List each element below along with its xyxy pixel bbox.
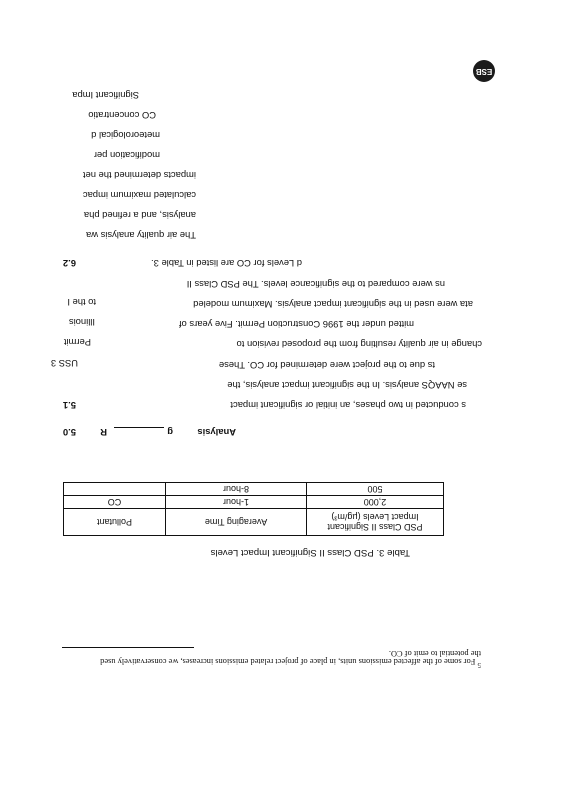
paragraph-line: meteorological d [91, 130, 160, 141]
significant-impact-table [63, 482, 444, 536]
header-levels: PSD Class II Significant Impact Levels (µg/m³) [307, 509, 444, 536]
cell-level: 500 [307, 483, 444, 496]
body-line: se NAAQS analysis. In the significant impact analysis, the [227, 380, 467, 391]
paragraph-line: impacts determined the net [82, 170, 196, 181]
stamp-logo: ESB [473, 60, 495, 82]
margin-note: USS 3 [50, 358, 78, 369]
cell-pollutant: CO [64, 496, 166, 509]
cell-averaging-time: 8-hour [166, 483, 307, 496]
table-row [64, 483, 444, 496]
paragraph-line: CO concentratio [88, 110, 156, 121]
paragraph-line: analysis, and a refined pha [83, 210, 196, 221]
table-row [64, 496, 444, 509]
body-line: change in air quality resulting from the proposed revision to [236, 339, 482, 350]
section-heading-underline [114, 427, 164, 428]
cell-pollutant [64, 483, 166, 496]
cell-averaging-time: 1-hour [166, 496, 307, 509]
paragraph-line: Significant Impa [72, 90, 139, 101]
header-pollutant: Pollutant [64, 509, 166, 536]
footnote-line-1: $^5$ For some of the affected emissions units, in place of project related emissions increases, we conservatively used [100, 657, 481, 669]
section-heading-number: 5.0 [62, 427, 76, 438]
body-line: ata were used in the significant impact analysis. Maximum modeled [193, 299, 473, 310]
margin-note-section-number: 6.2 [62, 258, 76, 269]
table-caption: Table 3. PSD Class II Significant Impact Levels [210, 547, 410, 558]
cell-level: 2,000 [307, 496, 444, 509]
body-line: s conducted in two phases, an initial or significant impact [230, 400, 466, 411]
table-header-row [64, 509, 444, 536]
footnote-line-2: the potential to emit of CO. [388, 649, 481, 658]
margin-note: to the I [67, 297, 96, 308]
margin-note-section-number: 5.1 [62, 400, 76, 411]
header-averaging-time: Averaging Time [166, 509, 307, 536]
body-line: mitted under the 1996 Construction Permit. Five years of [178, 319, 414, 330]
section-heading-title: Analysis [197, 427, 236, 438]
section-heading-fragment-g: g [167, 427, 173, 438]
body-line: ns were compared to the significance levels. The PSD Class II [186, 279, 445, 290]
paragraph-line: calculated maximum impac [82, 190, 196, 201]
body-line: ts due to the project were determined for CO. These [218, 360, 435, 371]
margin-note: Permit [63, 337, 91, 348]
margin-note: Illinois [68, 317, 95, 328]
paragraph-line: The air quality analysis wa [86, 230, 196, 241]
section-heading-fragment-r: R [100, 427, 107, 438]
paragraph-line: modification per [93, 150, 160, 161]
footnote-rule [62, 647, 194, 648]
body-line: d Levels for CO are listed in Table 3. [151, 258, 302, 269]
